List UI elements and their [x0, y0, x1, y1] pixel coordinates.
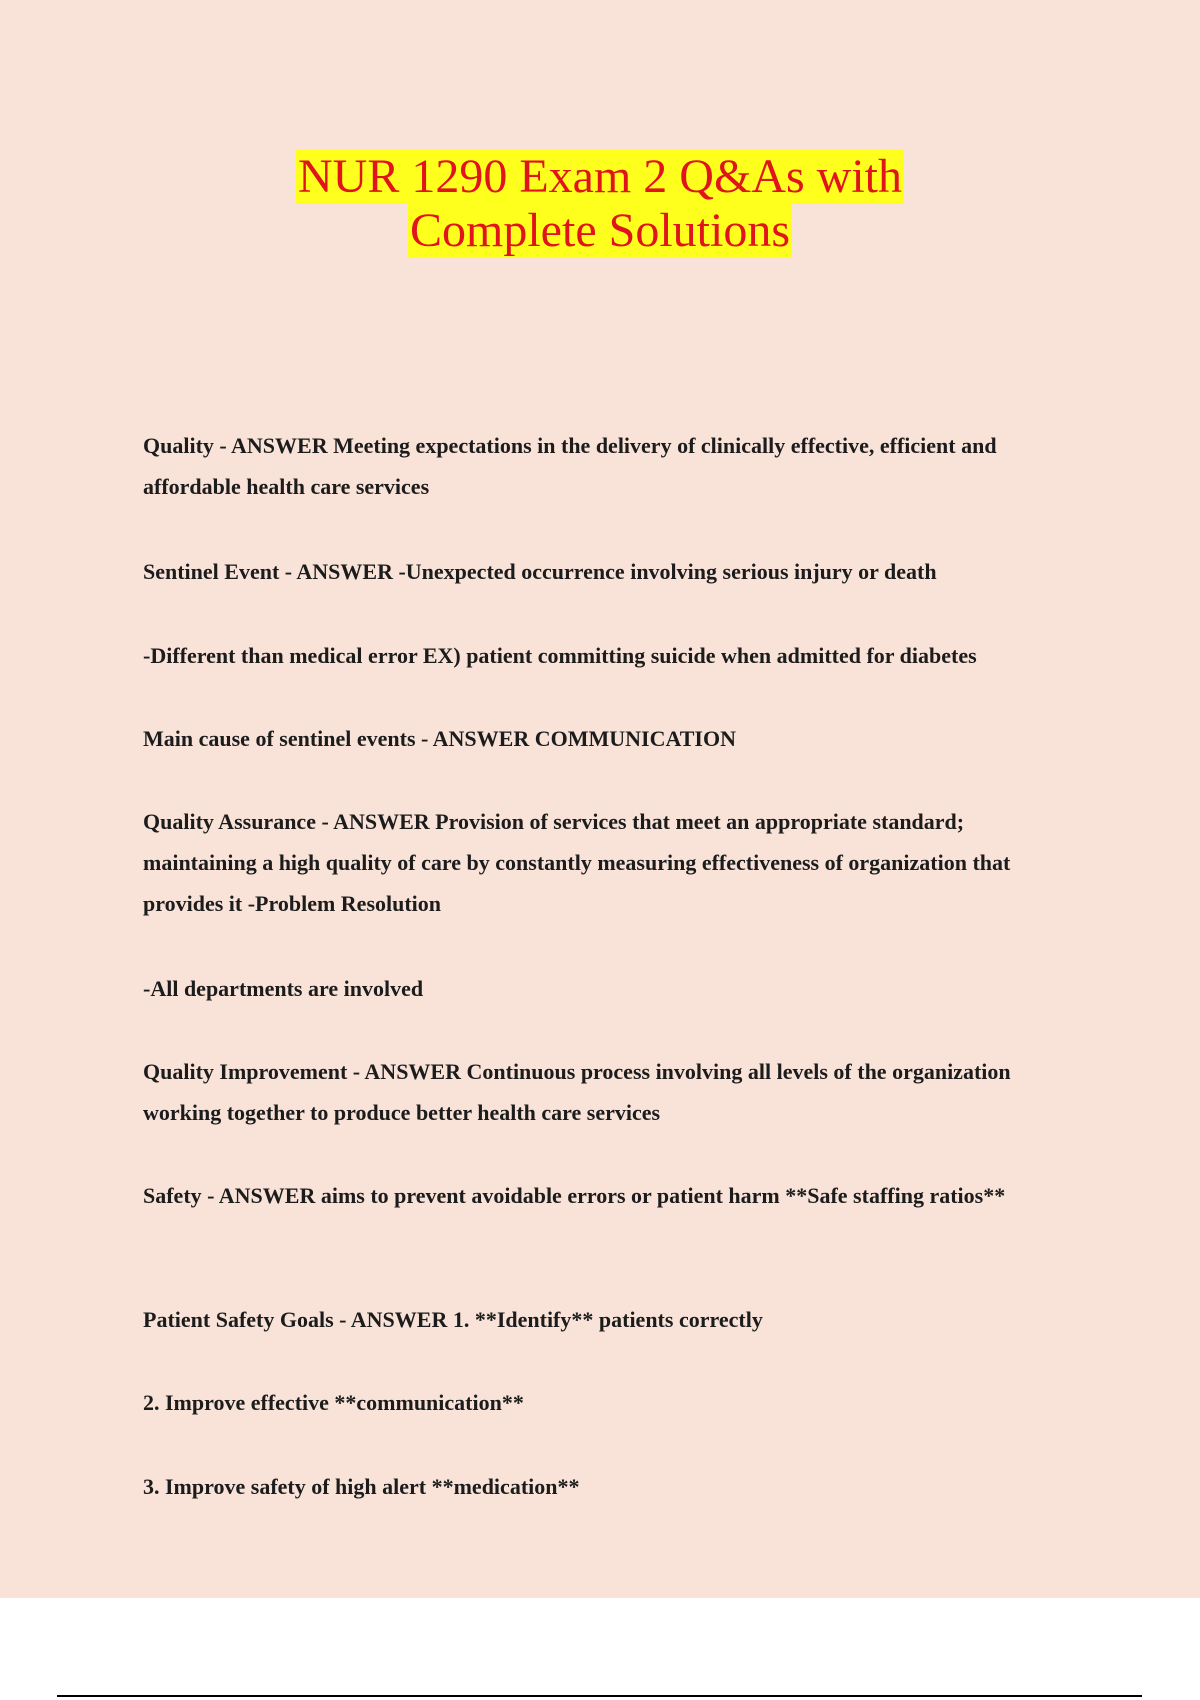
qa-quality-assurance-note: -All departments are involved	[143, 976, 424, 1001]
qa-patient-safety-goals: Patient Safety Goals - ANSWER 1. **Identify** patients correctly	[143, 1307, 763, 1332]
qa-sentinel-event: Sentinel Event - ANSWER -Unexpected occurrence involving serious injury or death	[143, 559, 937, 584]
qa-quality-assurance: Quality Assurance - ANSWER Provision of services that meet an appropriate standard; maintaining a high quality of care by constantly measuring effectiveness of organization that provides it -Problem Resolution	[143, 809, 1011, 916]
qa-quality-improvement: Quality Improvement - ANSWER Continuous process involving all levels of the organization working together to produce better health care services	[143, 1059, 1011, 1125]
qa-safety: Safety - ANSWER aims to prevent avoidable errors or patient harm **Safe staffing ratios**	[143, 1183, 1006, 1208]
title-line-1: NUR 1290 Exam 2 Q&As with	[298, 150, 902, 203]
qa-main-cause: Main cause of sentinel events - ANSWER COMMUNICATION	[143, 726, 736, 751]
document-title	[0, 150, 1200, 258]
qa-goal-2: 2. Improve effective **communication**	[143, 1390, 524, 1415]
qa-quality: Quality - ANSWER Meeting expectations in the delivery of clinically effective, efficient and affordable health care services	[143, 433, 997, 499]
qa-goal-3: 3. Improve safety of high alert **medication**	[143, 1474, 580, 1499]
footer-divider	[57, 1695, 1142, 1697]
qa-sentinel-event-note: -Different than medical error EX) patient committing suicide when admitted for diabetes	[143, 643, 977, 668]
title-line-2: Complete Solutions	[409, 204, 790, 257]
